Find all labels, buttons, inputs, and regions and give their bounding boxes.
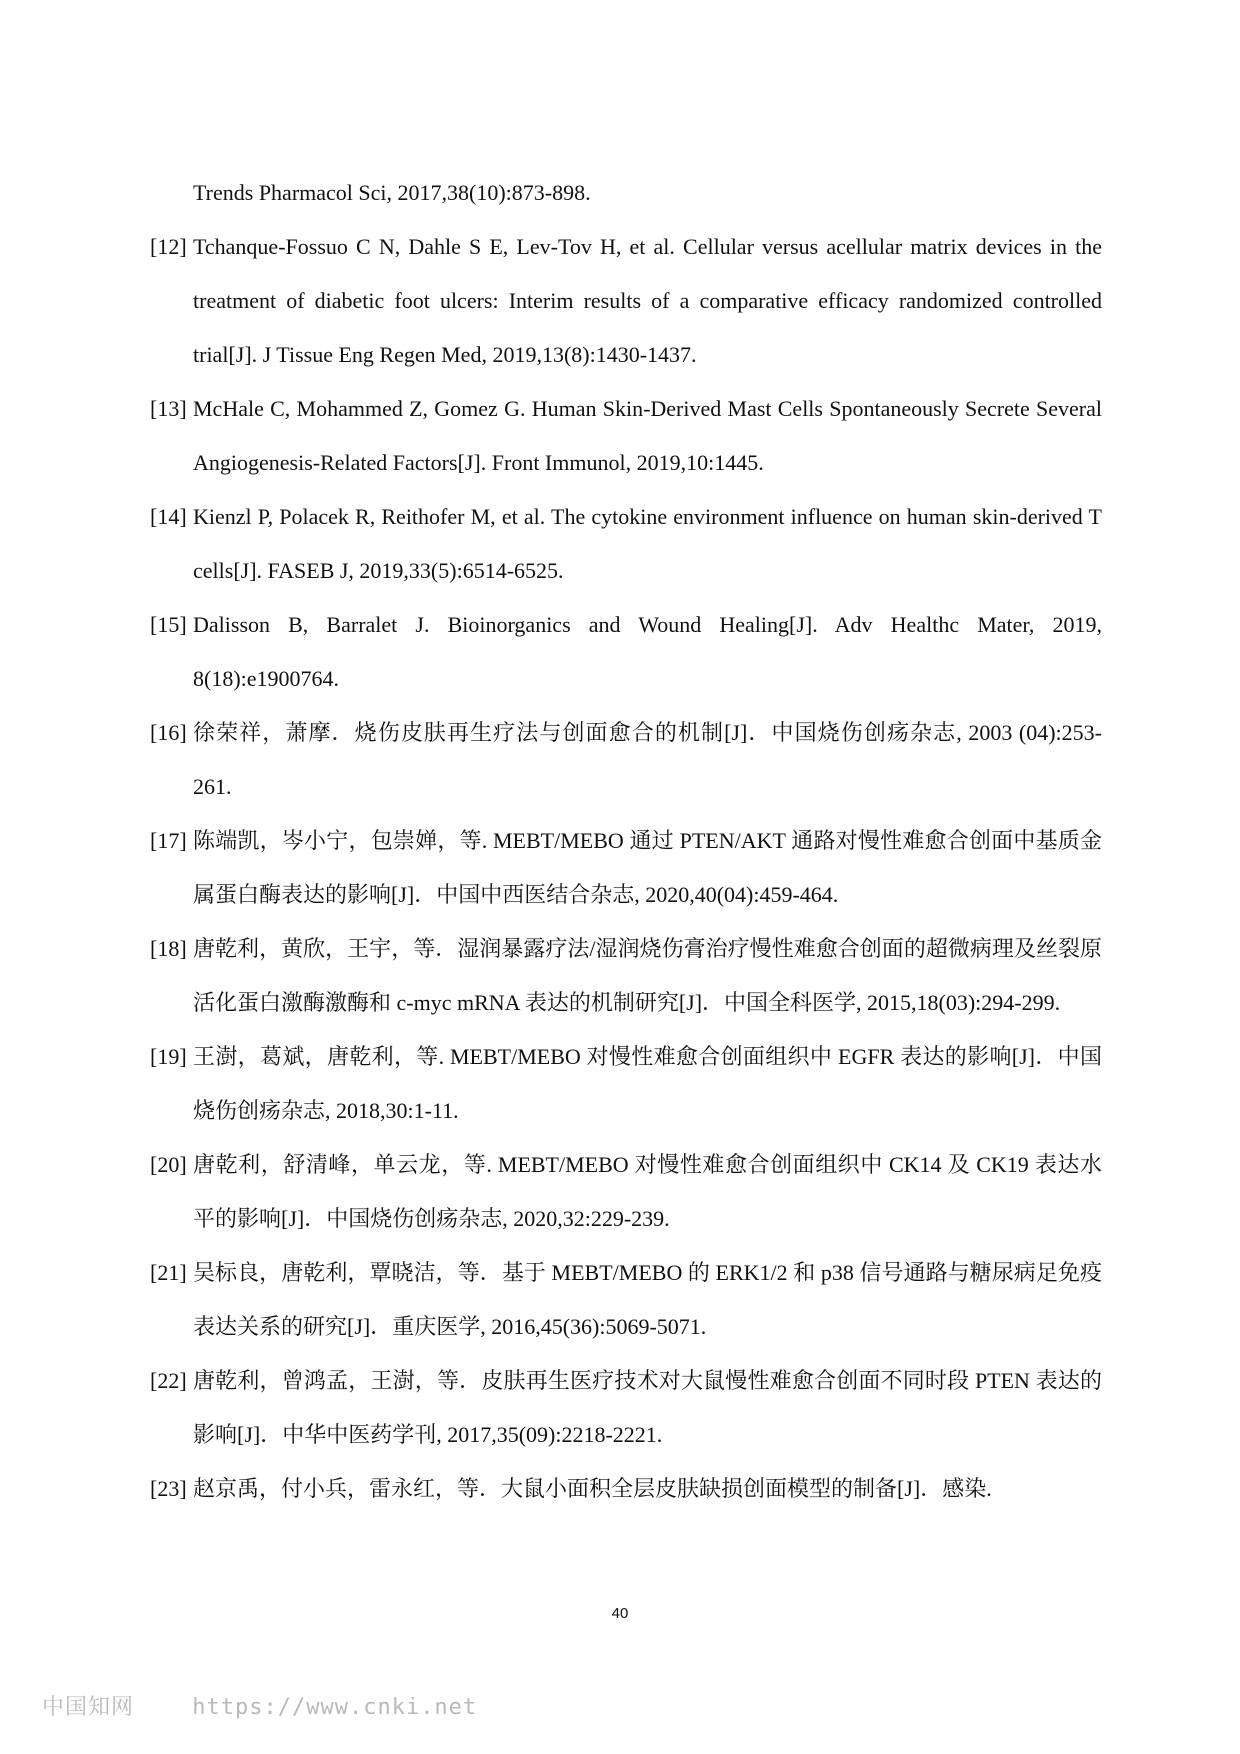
reference-number: [22] (150, 1368, 187, 1393)
reference-item (150, 922, 1102, 1030)
reference-number: [21] (150, 1260, 187, 1285)
cnki-watermark (42, 1690, 477, 1721)
reference-text: Kienzl P, Polacek R, Reithofer M, et al. The cytokine environment influence on human skin-derived T cells[J]. FASEB J, 2019,33(5):6514-6525. (193, 504, 1102, 583)
reference-text: 唐乾利，黄欣，王宇，等．湿润暴露疗法/湿润烧伤膏治疗慢性难愈合创面的超微病理及丝裂原活化蛋白激酶激酶和 c-myc mRNA 表达的机制研究[J]．中国全科医学, 2015,18(03):294-299. (193, 936, 1102, 1015)
watermark-url: https://www.cnki.net (192, 1695, 478, 1720)
reference-number: [12] (150, 234, 187, 259)
reference-number: [15] (150, 612, 187, 637)
reference-item (150, 1462, 1102, 1516)
reference-number: [16] (150, 720, 187, 745)
reference-text: 唐乾利，曾鸿孟，王澍，等．皮肤再生医疗技术对大鼠慢性难愈合创面不同时段 PTEN 表达的影响[J]．中华中医药学刊, 2017,35(09):2218-2221. (193, 1368, 1102, 1447)
reference-text: McHale C, Mohammed Z, Gomez G. Human Skin-Derived Mast Cells Spontaneously Secrete Several Angiogenesis-Related Factors[J]. Front Immunol, 2019,10:1445. (193, 396, 1102, 475)
reference-number: [13] (150, 396, 187, 421)
reference-item (150, 166, 1102, 220)
reference-text: 陈端凯，岑小宁，包崇婵，等. MEBT/MEBO 通过 PTEN/AKT 通路对慢性难愈合创面中基质金属蛋白酶表达的影响[J]．中国中西医结合杂志, 2020,40(04):459-464. (193, 828, 1102, 907)
reference-item (150, 814, 1102, 922)
reference-list (150, 166, 1102, 1516)
reference-number: [23] (150, 1476, 187, 1501)
reference-number: [17] (150, 828, 187, 853)
reference-number: [18] (150, 936, 187, 961)
reference-item (150, 490, 1102, 598)
reference-item (150, 1030, 1102, 1138)
reference-item (150, 220, 1102, 382)
reference-text: 唐乾利，舒清峰，单云龙，等. MEBT/MEBO 对慢性难愈合创面组织中 CK14 及 CK19 表达水平的影响[J]．中国烧伤创疡杂志, 2020,32:229-239. (193, 1152, 1102, 1231)
reference-text: 徐荣祥，萧摩．烧伤皮肤再生疗法与创面愈合的机制[J]．中国烧伤创疡杂志, 2003 (04):253-261. (193, 720, 1102, 799)
reference-item (150, 1354, 1102, 1462)
page-number: 40 (611, 1605, 629, 1622)
reference-item (150, 382, 1102, 490)
reference-item (150, 598, 1102, 706)
reference-text: Tchanque-Fossuo C N, Dahle S E, Lev-Tov H, et al. Cellular versus acellular matrix devices in the treatment of diabetic foot ulcers: Interim results of a comparative efficacy randomized controlled trial[J]. J Tissue Eng Regen Med, 2019,13(8):1430-1437. (193, 234, 1102, 367)
reference-number: [19] (150, 1044, 187, 1069)
reference-item (150, 1138, 1102, 1246)
reference-text: 吴标良，唐乾利，覃晓洁，等．基于 MEBT/MEBO 的 ERK1/2 和 p38 信号通路与糖尿病足免疫表达关系的研究[J]．重庆医学, 2016,45(36):5069-5071. (193, 1260, 1102, 1339)
reference-text: Dalisson B, Barralet J. Bioinorganics and Wound Healing[J]. Adv Healthc Mater, 2019, 8(18):e1900764. (193, 612, 1102, 691)
reference-item (150, 1246, 1102, 1354)
reference-number: [20] (150, 1152, 187, 1177)
watermark-name: 中国知网 (42, 1695, 135, 1720)
reference-item (150, 706, 1102, 814)
reference-text: Trends Pharmacol Sci, 2017,38(10):873-898. (193, 180, 591, 205)
reference-text: 赵京禹，付小兵，雷永红，等．大鼠小面积全层皮肤缺损创面模型的制备[J]．感染. (193, 1476, 992, 1501)
reference-number: [14] (150, 504, 187, 529)
reference-text: 王澍，葛斌，唐乾利，等. MEBT/MEBO 对慢性难愈合创面组织中 EGFR 表达的影响[J]．中国烧伤创疡杂志, 2018,30:1-11. (193, 1044, 1102, 1123)
